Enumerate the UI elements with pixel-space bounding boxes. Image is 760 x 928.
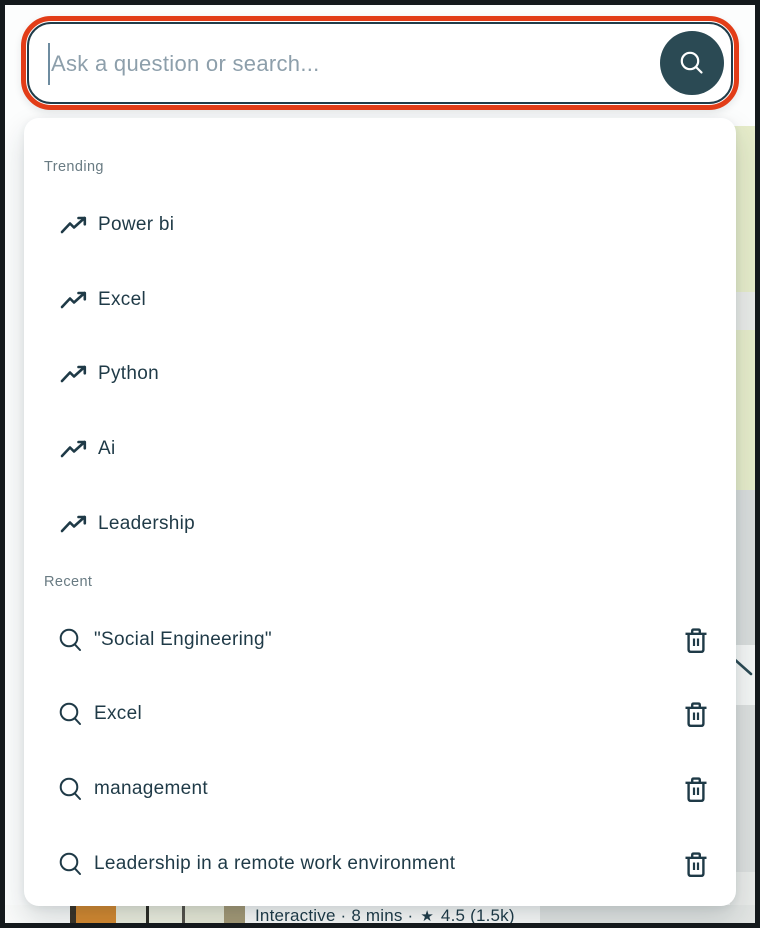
search-icon bbox=[58, 627, 86, 653]
search-button[interactable] bbox=[660, 31, 724, 95]
trending-up-icon bbox=[60, 514, 90, 534]
trending-item-label: Python bbox=[98, 363, 159, 384]
course-meta-text bbox=[255, 906, 515, 923]
delete-recent-search-button[interactable] bbox=[680, 698, 712, 730]
background-card-row bbox=[5, 905, 755, 923]
recent-section-label: Recent bbox=[44, 574, 93, 590]
trending-item-label: Ai bbox=[98, 438, 116, 459]
recent-search-label: management bbox=[94, 778, 208, 799]
delete-recent-search-button[interactable] bbox=[680, 773, 712, 805]
trash-icon bbox=[684, 627, 708, 654]
course-meta-prefix: Interactive · 8 mins · bbox=[255, 906, 414, 923]
search-icon bbox=[677, 48, 707, 78]
trending-up-icon bbox=[60, 439, 90, 459]
trending-item-label: Power bi bbox=[98, 214, 175, 235]
course-thumbnail-image bbox=[70, 905, 245, 923]
trash-icon bbox=[684, 851, 708, 878]
trending-up-icon bbox=[60, 215, 90, 235]
star-icon: ★ bbox=[420, 908, 434, 923]
search-input[interactable] bbox=[49, 24, 593, 104]
delete-recent-search-button[interactable] bbox=[680, 848, 712, 880]
trending-item-excel[interactable] bbox=[24, 278, 736, 322]
trending-section-label: Trending bbox=[44, 159, 104, 175]
search-suggestions-panel bbox=[24, 118, 736, 906]
search-icon bbox=[58, 701, 86, 727]
delete-recent-search-button[interactable] bbox=[680, 624, 712, 656]
course-rating: 4.5 (1.5k) bbox=[440, 906, 515, 923]
trending-up-icon bbox=[60, 290, 90, 310]
recent-search-item[interactable] bbox=[24, 842, 736, 886]
recent-search-label: Leadership in a remote work environment bbox=[94, 853, 456, 874]
trending-item-label: Leadership bbox=[98, 513, 196, 534]
trending-item-leadership[interactable] bbox=[24, 502, 736, 546]
trash-icon bbox=[684, 701, 708, 728]
recent-search-item[interactable] bbox=[24, 767, 736, 811]
trending-item-power-bi[interactable] bbox=[24, 203, 736, 247]
recent-search-item[interactable] bbox=[24, 692, 736, 736]
search-icon bbox=[58, 776, 86, 802]
trash-icon bbox=[684, 776, 708, 803]
trending-item-python[interactable] bbox=[24, 352, 736, 396]
search-bar[interactable] bbox=[27, 22, 733, 104]
trending-up-icon bbox=[60, 364, 90, 384]
recent-search-item[interactable] bbox=[24, 618, 736, 662]
recent-search-label: "Social Engineering" bbox=[94, 629, 272, 650]
trending-item-label: Excel bbox=[98, 289, 146, 310]
search-bar-highlight bbox=[21, 16, 739, 110]
trending-item-ai[interactable] bbox=[24, 427, 736, 471]
search-icon bbox=[58, 851, 86, 877]
recent-search-label: Excel bbox=[94, 703, 142, 724]
